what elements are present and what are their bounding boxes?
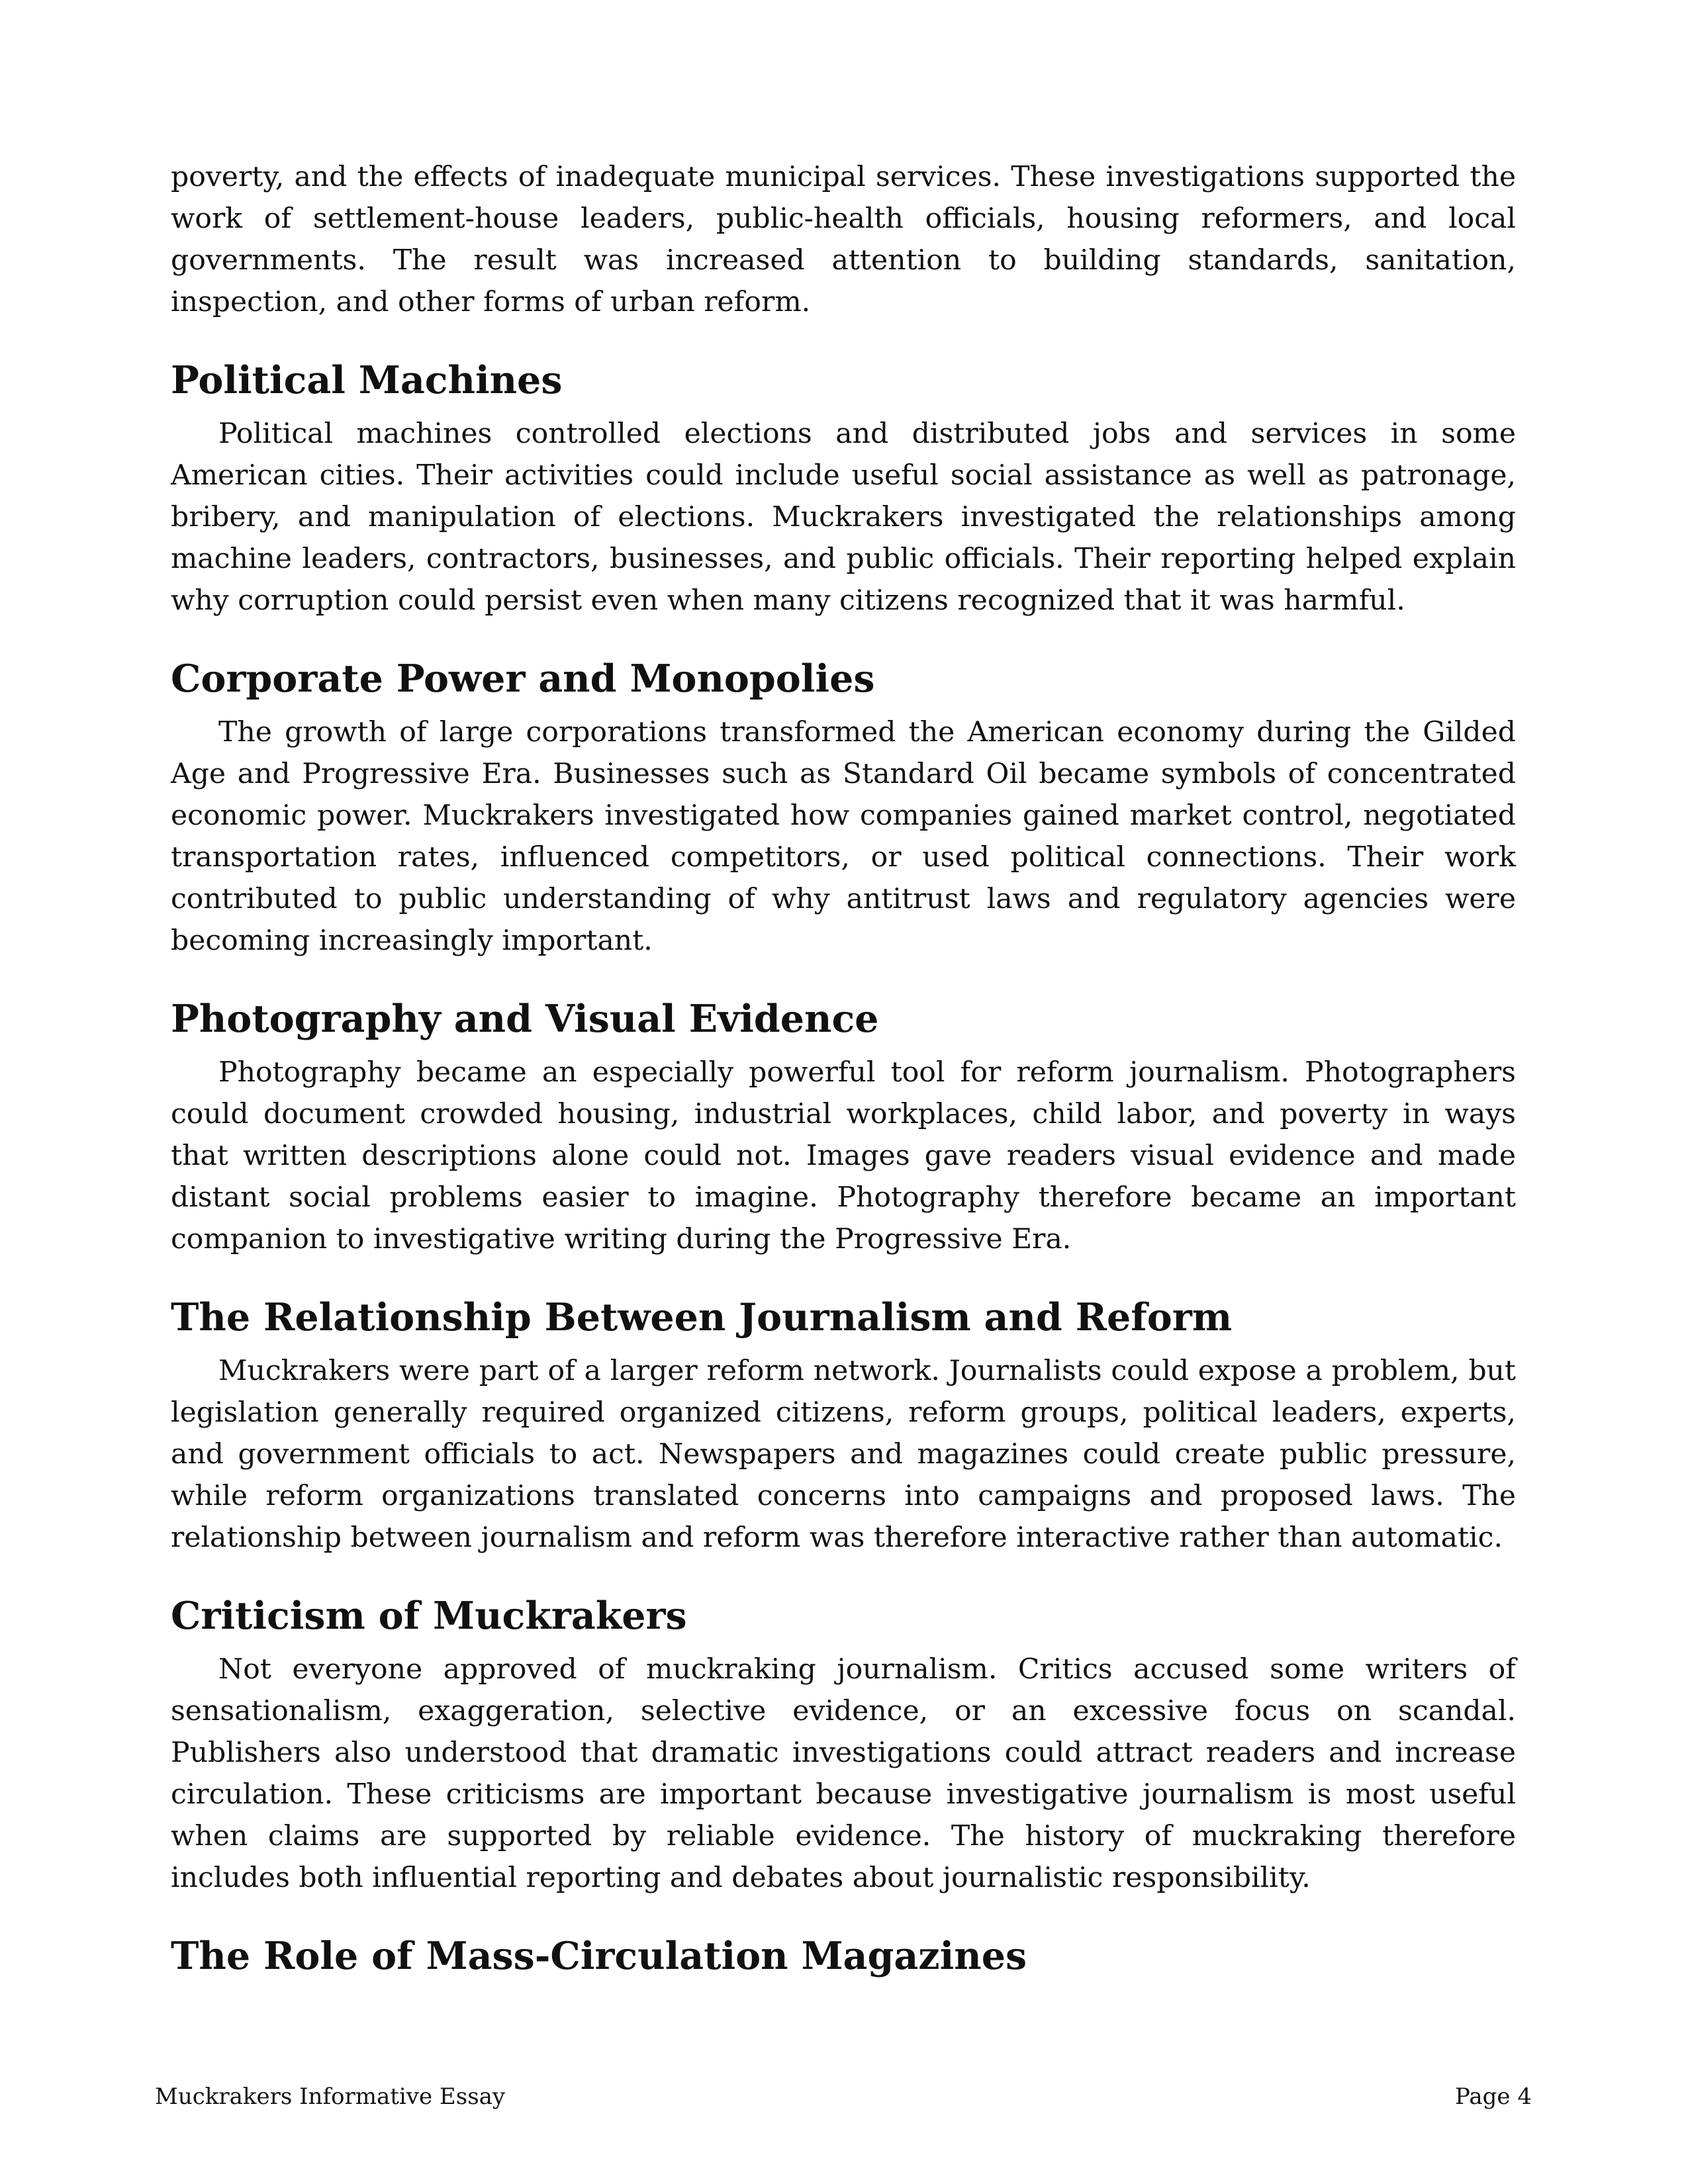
section-paragraph-political-machines: Political machines controlled elections and distributed jobs and services in some American cities. Their activities could include useful social assistance as well as patronage, bribery, and manipulation of elections. Muckrakers investigated the relationships among machine leaders, contractors, businesses, and public officials. Their reporting helped explain why corruption could persist even when many citizens recognized that it was harmful. bbox=[171, 418, 1516, 617]
section-paragraph-corporate-power: The growth of large corporations transformed the American economy during the Gilded Age and Progressive Era. Businesses such as Standard Oil became symbols of concentrated economic power. Muckrakers investigated how companies gained market control, negotiated transportation rates, influenced competitors, or used political connections. Their work contributed to public understanding of why antitrust laws and regulatory agencies were becoming increasingly important. bbox=[171, 716, 1516, 957]
section-heading-political-machines: Political Machines bbox=[171, 358, 563, 402]
section-paragraph-photography: Photography became an especially powerful tool for reform journalism. Photographers could document crowded housing, industrial workplaces, child labor, and poverty in ways that written descriptions alone could not. Images gave readers visual evidence and made distant social problems easier to imagine. Photography therefore became an important companion to investigative writing during the Progressive Era. bbox=[171, 1056, 1516, 1255]
document-body bbox=[171, 156, 1516, 1989]
section-paragraph-journalism-reform: Muckrakers were part of a larger reform network. Journalists could expose a problem, but legislation generally required organized citizens, reform groups, political leaders, experts, and government officials to act. Newspapers and magazines could create public pressure, while reform organizations translated concerns into campaigns and proposed laws. The relationship between journalism and reform was therefore interactive rather than automatic. bbox=[171, 1355, 1516, 1554]
section-paragraph-criticism: Not everyone approved of muckraking journalism. Critics accused some writers of sensationalism, exaggeration, selective evidence, or an excessive focus on scandal. Publishers also understood that dramatic investigations could attract readers and increase circulation. These criticisms are important because investigative journalism is most useful when claims are supported by reliable evidence. The history of muckraking therefore includes both influential reporting and debates about journalistic responsibility. bbox=[171, 1653, 1516, 1894]
section-heading-corporate-power: Corporate Power and Monopolies bbox=[171, 657, 875, 701]
footer-title: Muckrakers Informative Essay bbox=[155, 2083, 506, 2110]
section-heading-photography: Photography and Visual Evidence bbox=[171, 997, 879, 1041]
intro-paragraph: poverty, and the effects of inadequate municipal services. These investigations supported the work of settlement-house leaders, public-health officials, housing reformers, and local governments. The result was increased attention to building standards, sanitation, inspection, and other forms of urban reform. bbox=[171, 161, 1516, 318]
section-heading-journalism-reform: The Relationship Between Journalism and Reform bbox=[171, 1295, 1233, 1340]
section-heading-mass-circulation: The Role of Mass-Circulation Magazines bbox=[171, 1934, 1027, 1978]
section-heading-criticism: Criticism of Muckrakers bbox=[171, 1594, 687, 1638]
footer-page-number: Page 4 bbox=[1455, 2083, 1532, 2110]
